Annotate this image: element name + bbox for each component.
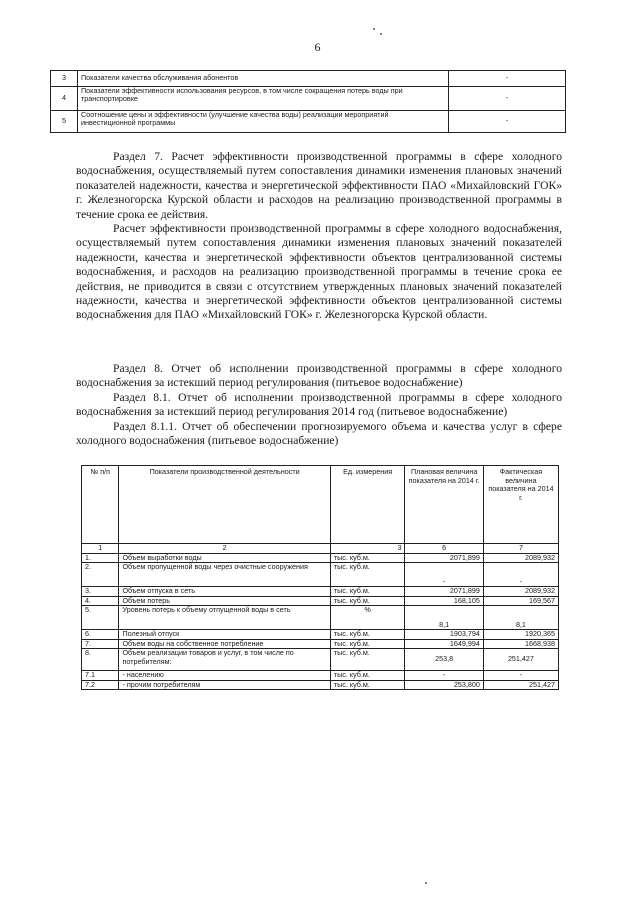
scan-speck <box>380 33 382 35</box>
row-fact: - <box>483 671 558 681</box>
row-plan: - <box>405 563 483 587</box>
table-row <box>82 649 559 671</box>
row-fact: 251,427 <box>483 680 558 690</box>
row-name: Объем выработки воды <box>119 553 330 563</box>
production-report-table <box>81 465 559 690</box>
row-name: Полезный отпуск <box>119 630 330 640</box>
row-unit: тыс. куб.м. <box>330 587 405 597</box>
row-unit: тыс. куб.м. <box>330 630 405 640</box>
header-row <box>82 466 559 544</box>
row-fact: 169,567 <box>483 596 558 606</box>
table-row <box>82 671 559 681</box>
row-plan: 1903,794 <box>405 630 483 640</box>
row-num: 7.1 <box>82 671 119 681</box>
row-value: - <box>449 111 566 133</box>
row-fact: 2089,932 <box>483 587 558 597</box>
table-row <box>82 606 559 630</box>
row-num: 7.2 <box>82 680 119 690</box>
table-row <box>51 87 566 111</box>
page-number: 6 <box>314 40 321 54</box>
row-plan: 8,1 <box>405 606 483 630</box>
section-7-paragraph: Раздел 7. Расчет эффективности производственной программы в сфере холодного водоснабжения, осуществляемый путем сопоставления динамики изменения плановых значений показателей надежности, качества и энергетической эффективности ПАО «Михайловский ГОК» г. Железногорска Курской области и расходов на реализацию производственной программы в течение срока ее действия. <box>76 150 562 221</box>
row-unit: тыс. куб.м. <box>330 553 405 563</box>
row-fact: 1668,938 <box>483 639 558 649</box>
row-unit: тыс. куб.м. <box>330 596 405 606</box>
index-cell: 6 <box>405 544 483 554</box>
row-num: 6. <box>82 630 119 640</box>
table-row <box>51 111 566 133</box>
row-fact: 1920,365 <box>483 630 558 640</box>
header-name: Показатели производственной деятельности <box>119 466 330 544</box>
row-fact: 8,1 <box>483 606 558 630</box>
section-8 <box>76 362 562 448</box>
table-row <box>82 587 559 597</box>
row-num: 7. <box>82 639 119 649</box>
row-name: Объем реализации товаров и услуг, в том числе по потребителям: <box>119 649 330 671</box>
row-text: Показатели качества обслуживания абонентов <box>78 71 449 87</box>
row-num: 3. <box>82 587 119 597</box>
row-text: Соотношение цены и эффективности (улучшение качества воды) реализации мероприятий инвестиционной программы <box>78 111 449 133</box>
row-unit: % <box>330 606 405 630</box>
row-unit: тыс. куб.м. <box>330 649 405 671</box>
header-unit: Ед. измерения <box>330 466 405 544</box>
row-value: - <box>449 71 566 87</box>
row-value: - <box>449 87 566 111</box>
section-8-1-1-heading: Раздел 8.1.1. Отчет об обеспечении прогнозируемого объема и качества услуг в сфере холодного водоснабжения (питьевое водоснабжение) <box>76 419 562 448</box>
row-name: - прочим потребителям <box>119 680 330 690</box>
index-cell: 2 <box>119 544 330 554</box>
row-name: Объем потерь <box>119 596 330 606</box>
row-unit: тыс. куб.м. <box>330 671 405 681</box>
row-plan: 253,800 <box>405 680 483 690</box>
row-unit: тыс. куб.м. <box>330 563 405 587</box>
row-plan: 168,105 <box>405 596 483 606</box>
row-text: Показатели эффективности использования ресурсов, в том числе сокращения потерь воды при транспортировке <box>78 87 449 111</box>
section-7 <box>76 150 562 323</box>
row-plan: 2071,899 <box>405 553 483 563</box>
index-cell: 7 <box>483 544 558 554</box>
index-row <box>82 544 559 554</box>
header-num: № п/п <box>82 466 119 544</box>
row-fact: 251,427 <box>483 649 558 671</box>
indicators-table <box>50 70 566 133</box>
row-num: 2. <box>82 563 119 587</box>
table-row <box>82 680 559 690</box>
section-8-1-heading: Раздел 8.1. Отчет об исполнении производственной программы в сфере холодного водоснабжения за истекший период регулирования 2014 год (питьевое водоснабжение) <box>76 390 562 419</box>
index-cell: 1 <box>82 544 119 554</box>
row-number: 4 <box>51 87 78 111</box>
row-plan: - <box>405 671 483 681</box>
row-fact: - <box>483 563 558 587</box>
row-name: Уровень потерь к объему отпущенной воды в сеть <box>119 606 330 630</box>
row-number: 3 <box>51 71 78 87</box>
row-plan: 253,8 <box>405 649 483 671</box>
row-unit: тыс. куб.м. <box>330 639 405 649</box>
row-name: Объем отпуска в сеть <box>119 587 330 597</box>
section-7-paragraph: Расчет эффективности производственной программы в сфере холодного водоснабжения, осуществляемый путем сопоставления динамики изменения плановых значений показателей надежности, качества и энергетической эффективности объектов централизованной системы водоснабжения, и расходов на реализацию производственной программы в течение срока ее действия, не приводится в связи с отсутствием утвержденных плановых значений показателей надежности, качества и энергетической эффективности объектов централизованной системы водоснабжения для ПАО «Михайловский ГОК» г. Железногорска Курской области. <box>76 222 562 322</box>
row-num: 8. <box>82 649 119 671</box>
row-name: - населению <box>119 671 330 681</box>
row-unit: тыс. куб.м. <box>330 680 405 690</box>
table-row <box>82 563 559 587</box>
table-row <box>51 71 566 87</box>
table-row <box>82 630 559 640</box>
row-number: 5 <box>51 111 78 133</box>
row-name: Объем пропущенной воды через очистные сооружения <box>119 563 330 587</box>
header-plan: Плановая величина показателя на 2014 г. <box>405 466 483 544</box>
row-plan: 1649,994 <box>405 639 483 649</box>
scan-speck <box>425 882 427 884</box>
row-name: Объем воды на собственное потребление <box>119 639 330 649</box>
row-num: 5. <box>82 606 119 630</box>
row-num: 1. <box>82 553 119 563</box>
section-8-heading: Раздел 8. Отчет об исполнении производственной программы в сфере холодного водоснабжения за истекший период регулирования (питьевое водоснабжение) <box>76 362 562 390</box>
index-cell: 3 <box>330 544 405 554</box>
row-num: 4. <box>82 596 119 606</box>
row-fact: 2089,932 <box>483 553 558 563</box>
row-plan: 2071,899 <box>405 587 483 597</box>
header-fact: Фактическая величина показателя на 2014 г. <box>483 466 558 544</box>
scan-speck <box>373 28 375 30</box>
